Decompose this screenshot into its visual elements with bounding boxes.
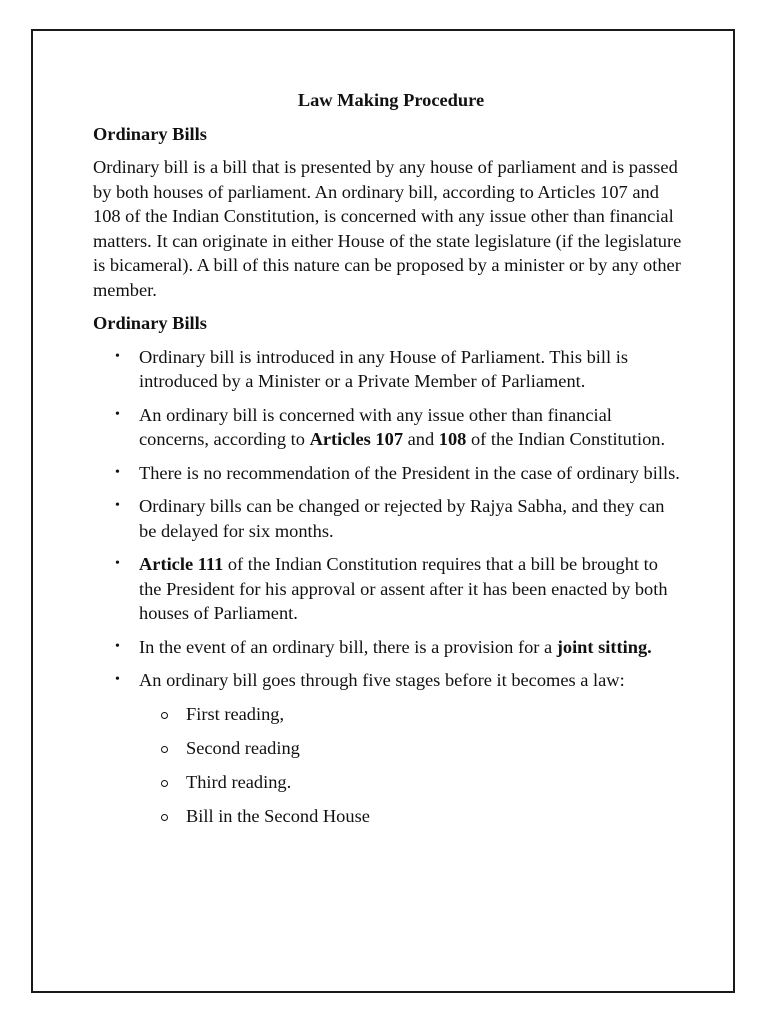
bullet-list (93, 345, 683, 829)
list-item (93, 552, 683, 626)
document-title: Law Making Procedure (297, 90, 485, 110)
bold-joint-sitting: joint sitting. (556, 636, 652, 657)
bullet-icon: • (115, 406, 120, 422)
list-item (93, 403, 683, 452)
document-body (93, 88, 683, 838)
sublist-item (139, 736, 683, 761)
bullet-icon: • (115, 672, 120, 687)
stage-label: First reading, (186, 703, 285, 724)
list-item-text-pre: An ordinary bill is concerned with any issue other than financial concerns, according to (139, 404, 612, 449)
circle-bullet-icon (161, 712, 168, 719)
bullet-icon: • (115, 348, 120, 364)
section-heading-ordinary-bills: Ordinary Bills (93, 123, 207, 144)
sublist-item (139, 804, 683, 829)
stages-sublist (139, 702, 683, 829)
list-item (93, 635, 683, 660)
stage-label: Third reading. (186, 771, 292, 792)
list-item-text: There is no recommendation of the President in the case of ordinary bills. (139, 462, 680, 483)
bullet-icon: • (115, 498, 120, 513)
list-item-text-pre: In the event of an ordinary bill, there is a provision for a (139, 636, 557, 657)
stage-label: Second reading (186, 737, 300, 758)
circle-bullet-icon (161, 814, 168, 821)
list-item (93, 668, 683, 828)
bullet-icon: • (115, 638, 120, 654)
list-item-text-post: of the Indian Constitution. (466, 429, 666, 449)
section-heading-ordinary-bills-points: Ordinary Bills (93, 313, 207, 333)
bullet-icon: • (115, 464, 120, 480)
bold-article-111: Article 111 (139, 554, 224, 574)
circle-bullet-icon (161, 780, 168, 787)
list-item-text: Ordinary bills can be changed or rejected by Rajya Sabha, and they can be delayed for six months. (139, 496, 665, 541)
bold-108: 108 (438, 429, 467, 449)
bold-articles-107: Articles 107 (309, 429, 404, 449)
circle-bullet-icon (161, 746, 168, 753)
sublist-item (139, 702, 683, 727)
stage-label: Bill in the Second House (186, 805, 370, 826)
sublist-item (139, 770, 683, 795)
list-item-text-mid: and (403, 429, 439, 449)
list-item (93, 494, 683, 543)
list-item-text: An ordinary bill goes through five stages before it becomes a law: (139, 670, 625, 690)
list-item-text-post: of the Indian Constitution requires that a bill be brought to the President for his approval or assent after it has been enacted by both houses of Parliament. (139, 554, 668, 623)
intro-paragraph: Ordinary bill is a bill that is presented by any house of parliament and is passed by both houses of parliament. An ordinary bill, according to Articles 107 and 108 of the Indian Constitution, is concerned with any issue other than financial matters. It can originate in either House of the state legislature (if the legislature is bicameral). A bill of this nature can be proposed by a minister or by any other member. (93, 157, 682, 300)
list-item (93, 345, 683, 394)
bullet-icon: • (115, 556, 120, 571)
list-item-text: Ordinary bill is introduced in any House of Parliament. This bill is introduced by a Minister or a Private Member of Parliament. (139, 346, 628, 391)
list-item (93, 461, 683, 486)
